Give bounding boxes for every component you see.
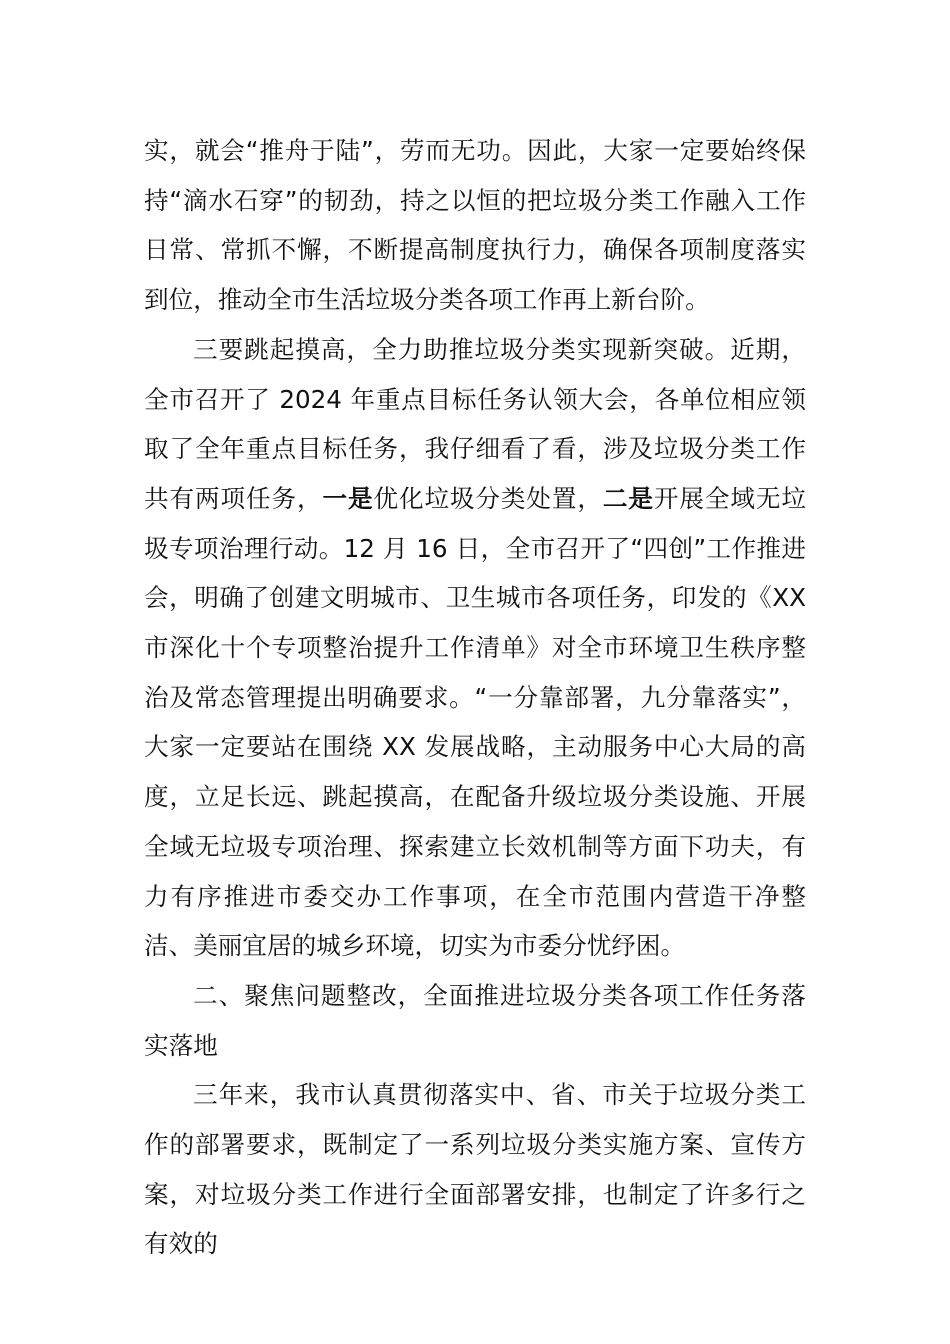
paragraph-three-years: 三年来，我市认真贯彻落实中、省、市关于垃圾分类工作的部署要求，既制定了一系列垃圾分类实施方案、宣传方案，对垃圾分类工作进行全面部署安排，也制定了许多行之有效的 [144, 1080, 806, 1259]
bold-marker-second: 二是 [602, 483, 654, 513]
bold-marker-first: 一是 [322, 483, 374, 513]
paragraph-text: 优化垃圾分类处置， [373, 483, 603, 513]
paragraph-text: 开展全域无垃圾专项治理行动。12 月 16 日，全市召开了“四创”工作推进会，明确了创建文明城市、卫生城市各项任务，印发的《XX 市深化十个专项整治提升工作清单》对全市环境卫生秩序整治及常态管理提出明确要求。“一分靠部署，九分靠落实”，大家一定要站在围绕 XX 发展战略，主动服务中心大局的高度，立足长远、跳起摸高，在配备升级垃圾分类设施、开展全域无垃圾专项治理、探索建立长效机制等方面下功夫，有力有序推进市委交办工作事项，在全市范围内营造干净整洁、美丽宜居的城乡环境，切实为市委分忧纾困。 [144, 483, 806, 961]
paragraph-third-requirement [144, 325, 806, 971]
document-body [144, 126, 806, 1269]
section-heading: 二、聚焦问题整改，全面推进垃圾分类各项工作任务落实落地 [144, 980, 806, 1060]
paragraph-continuation: 实，就会“推舟于陆”，劳而无功。因此，大家一定要始终保持“滴水石穿”的韧劲，持之以恒的把垃圾分类工作融入工作日常、常抓不懈，不断提高制度执行力，确保各项制度落实到位，推动全市生活垃圾分类各项工作再上新台阶。 [144, 136, 806, 315]
paragraph-text: 三要跳起摸高，全力助推垃圾分类实现新突破。近期，全市召开了 2024 年重点目标任务认领大会，各单位相应领取了全年重点目标任务，我仔细看了看，涉及垃圾分类工作共有两项任务， [144, 334, 806, 513]
